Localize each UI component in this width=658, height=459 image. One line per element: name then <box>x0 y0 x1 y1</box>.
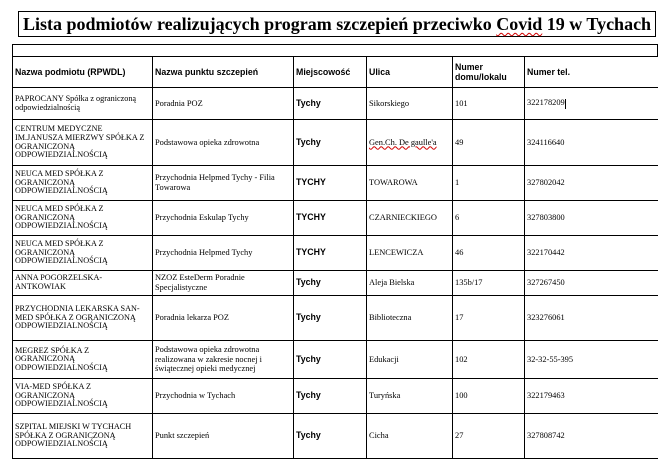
table-row <box>13 236 658 271</box>
header-row <box>13 57 658 88</box>
city-cell: TYCHY <box>294 166 367 201</box>
point-cell: Podstawowa opieka zdrowotna <box>153 120 294 166</box>
phone-cell: 327808742 <box>525 414 658 459</box>
street-cell: Aleja Bielska <box>367 271 453 296</box>
number-cell: 17 <box>453 296 525 341</box>
phone-text: 322178209 <box>527 98 565 108</box>
table-row <box>13 296 658 341</box>
street-cell: Sikorskiego <box>367 88 453 120</box>
entity-cell: VIA-MED SPÓŁKA Z OGRANICZONĄ ODPOWIEDZIALNOŚCIĄ <box>13 379 153 414</box>
street-cell: Cicha <box>367 414 453 459</box>
point-cell: Poradnia lekarza POZ <box>153 296 294 341</box>
title-part-3: 19 w Tychach <box>542 14 652 34</box>
street-cell: LENCEWICZA <box>367 236 453 271</box>
city-cell: Tychy <box>294 296 367 341</box>
city-cell: Tychy <box>294 379 367 414</box>
table-row <box>13 341 658 379</box>
title-part-1: Lista podmiotów realizujących program szczepień przeciwko <box>22 14 497 34</box>
phone-cell: 322170442 <box>525 236 658 271</box>
entity-cell: PAPROCANY Spółka z ograniczoną odpowiedzialnością <box>13 88 153 120</box>
city-cell: Tychy <box>294 271 367 296</box>
entity-cell: MEGREZ SPÓŁKA Z OGRANICZONĄ ODPOWIEDZIALNOŚCIĄ <box>13 341 153 379</box>
number-cell: 6 <box>453 201 525 236</box>
street-cell <box>367 120 453 166</box>
header-street: Ulica <box>367 57 453 88</box>
street-cell: Biblioteczna <box>367 296 453 341</box>
point-cell: Przychodnia Helpmed Tychy <box>153 236 294 271</box>
number-cell: 135b/17 <box>453 271 525 296</box>
point-cell: Przychodnia Helpmed Tychy - Filia Towarowa <box>153 166 294 201</box>
street-text: Gen.Ch. De gaulle'a <box>369 137 437 147</box>
point-cell: Poradnia POZ <box>153 88 294 120</box>
header-entity: Nazwa podmiotu (RPWDL) <box>13 57 153 88</box>
entity-cell: CENTRUM MEDYCZNE IM.JANUSZA MIERZWY SPÓŁKA Z OGRANICZONĄ ODPOWIEDZIALNOŚCIĄ <box>13 120 153 166</box>
header-number: Numer domu/lokalu <box>453 57 525 88</box>
entity-cell: PRZYCHODNIA LEKARSKA SAN-MED SPÓŁKA Z OGRANICZONĄ ODPOWIEDZIALNOŚCIĄ <box>13 296 153 341</box>
empty-row <box>12 44 658 56</box>
table-row <box>13 120 658 166</box>
city-cell: TYCHY <box>294 201 367 236</box>
point-cell: Przychodnia Eskulap Tychy <box>153 201 294 236</box>
street-cell: CZARNIECKIEGO <box>367 201 453 236</box>
number-cell: 49 <box>453 120 525 166</box>
phone-cell: 327267450 <box>525 271 658 296</box>
street-cell: Edukacji <box>367 341 453 379</box>
header-point: Nazwa punktu szczepień <box>153 57 294 88</box>
point-cell: Punkt szczepień <box>153 414 294 459</box>
number-cell: 100 <box>453 379 525 414</box>
number-cell: 27 <box>453 414 525 459</box>
table-row <box>13 414 658 459</box>
phone-cell: 324116640 <box>525 120 658 166</box>
table-row <box>13 271 658 296</box>
phone-cell[interactable] <box>525 88 658 120</box>
table-row <box>13 166 658 201</box>
title-part-2: Covid <box>496 14 543 34</box>
header-city: Miejscowość <box>294 57 367 88</box>
table-row <box>13 88 658 120</box>
street-cell: TOWAROWA <box>367 166 453 201</box>
entity-cell: NEUCA MED SPÓŁKA Z OGRANICZONĄ ODPOWIEDZIALNOŚCIĄ <box>13 166 153 201</box>
page-title <box>18 11 656 37</box>
table-row <box>13 201 658 236</box>
vaccination-table <box>12 56 658 459</box>
header-phone: Numer tel. <box>525 57 658 88</box>
street-cell: Turyńska <box>367 379 453 414</box>
entity-cell: ANNA POGORZELSKA-ANTKOWIAK <box>13 271 153 296</box>
table-row <box>13 379 658 414</box>
city-cell: Tychy <box>294 88 367 120</box>
phone-cell: 327803800 <box>525 201 658 236</box>
phone-cell: 322179463 <box>525 379 658 414</box>
city-cell: Tychy <box>294 341 367 379</box>
number-cell: 102 <box>453 341 525 379</box>
point-cell: Przychodnia w Tychach <box>153 379 294 414</box>
city-cell: Tychy <box>294 120 367 166</box>
city-cell: TYCHY <box>294 236 367 271</box>
entity-cell: SZPITAL MIEJSKI W TYCHACH SPÓŁKA Z OGRANICZONĄ ODPOWIEDZIALNOŚCIĄ <box>13 414 153 459</box>
point-cell: NZOZ EsteDerm Poradnie Specjalistyczne <box>153 271 294 296</box>
city-cell: Tychy <box>294 414 367 459</box>
entity-cell: NEUCA MED SPÓŁKA Z OGRANICZONĄ ODPOWIEDZIALNOŚCIĄ <box>13 201 153 236</box>
number-cell: 101 <box>453 88 525 120</box>
text-cursor <box>565 99 566 109</box>
phone-cell: 32-32-55-395 <box>525 341 658 379</box>
entity-cell: NEUCA MED SPÓŁKA Z OGRANICZONĄ ODPOWIEDZIALNOŚCIĄ <box>13 236 153 271</box>
point-cell: Podstawowa opieka zdrowotna realizowana w zakresie nocnej i świątecznej opieki medycznej <box>153 341 294 379</box>
number-cell: 46 <box>453 236 525 271</box>
number-cell: 1 <box>453 166 525 201</box>
phone-cell: 327802042 <box>525 166 658 201</box>
phone-cell: 323276061 <box>525 296 658 341</box>
